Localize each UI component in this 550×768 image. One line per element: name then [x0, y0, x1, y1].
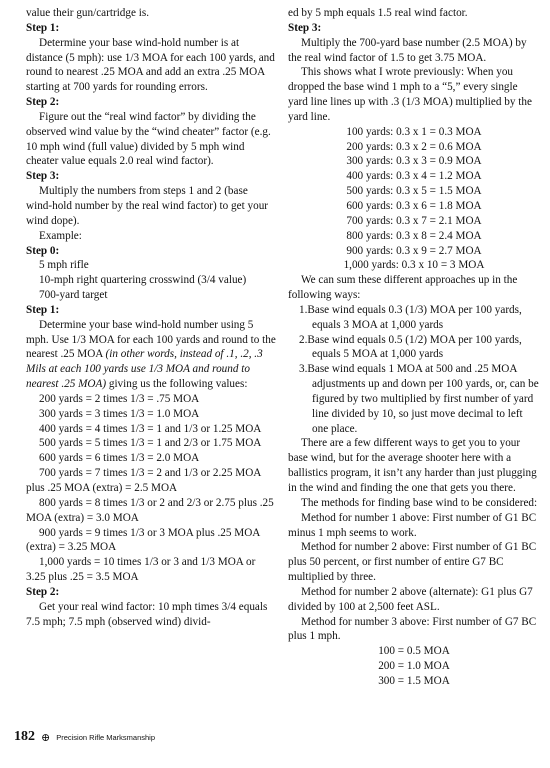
crosshair-icon: ⊕ [41, 731, 51, 744]
paragraph [26, 36, 276, 95]
text-run: 1,000 yards = 10 times 1/3 or 3 and 1/3 MOA or 3.25 plus .25 = 3.5 MOA [26, 556, 256, 584]
right-text-column [288, 6, 540, 689]
running-title: Precision Rifle Marksmanship [56, 732, 156, 742]
step-heading [288, 21, 540, 36]
step-heading [26, 21, 276, 36]
text-run: Step 2: [26, 585, 60, 598]
paragraph [26, 466, 276, 496]
text-run: 500 yards = 5 times 1/3 = 1 and 2/3 or 1.75 MOA [39, 437, 262, 450]
step-heading [26, 244, 276, 259]
page-footer [14, 728, 155, 746]
paragraph [288, 436, 540, 495]
paragraph [26, 288, 276, 303]
text-run: Step 1: [26, 303, 60, 316]
calc-line [288, 199, 540, 214]
text-run: Step 1: [26, 21, 60, 34]
paragraph [288, 6, 540, 21]
calc-line [288, 244, 540, 259]
paragraph [26, 555, 276, 585]
paragraph [288, 273, 540, 303]
text-run: value their gun/cartridge is. [26, 7, 150, 19]
text-run: Step 3: [288, 21, 322, 34]
text-run: Multiply the numbers from steps 1 and 2 (base wind-hold number by the real wind factor) to get your wind dope). [26, 185, 269, 227]
text-run: 800 yards = 8 times 1/3 or 2 and 2/3 or 2.75 plus .25 MOA (extra) = 3.0 MOA [26, 496, 274, 524]
text-run: 700 yards: 0.3 x 7 = 2.1 MOA [346, 214, 482, 227]
text-run: 200 yards = 2 times 1/3 = .75 MOA [39, 392, 200, 405]
text-run: 100 = 0.5 MOA [378, 645, 450, 658]
text-run: Example: [39, 229, 82, 242]
text-run: 10-mph right quartering crosswind (3/4 value) [39, 274, 247, 287]
text-run: 300 yards: 0.3 x 3 = 0.9 MOA [346, 155, 482, 168]
paragraph [26, 436, 276, 451]
text-run: 200 = 1.0 MOA [378, 660, 450, 673]
paragraph [26, 407, 276, 422]
text-run: 5 mph rifle [39, 259, 89, 272]
paragraph [288, 585, 540, 615]
text-run: 2.Base wind equals 0.5 (1/2) MOA per 100 yards, equals 5 MOA at 1,000 yards [299, 333, 522, 361]
text-run: 600 yards = 6 times 1/3 = 2.0 MOA [39, 452, 200, 465]
paragraph [288, 36, 540, 66]
calc-line [288, 184, 540, 199]
paragraph [26, 496, 276, 526]
text-run: giving us the following values: [106, 378, 248, 391]
text-run: 200 yards: 0.3 x 2 = 0.6 MOA [346, 140, 482, 153]
text-run: Step 2: [26, 96, 60, 109]
paragraph [288, 615, 540, 645]
left-text-column [26, 6, 276, 629]
paragraph [288, 511, 540, 541]
text-run: 700-yard target [39, 289, 108, 302]
list-item [288, 303, 540, 333]
text-run: 100 yards: 0.3 x 1 = 0.3 MOA [346, 125, 482, 138]
text-run: 300 = 1.5 MOA [378, 674, 450, 687]
paragraph [26, 451, 276, 466]
text-run: 800 yards: 0.3 x 8 = 2.4 MOA [346, 229, 482, 242]
text-run: 1.Base wind equals 0.3 (1/3) MOA per 100 yards, equals 3 MOA at 1,000 yards [299, 303, 522, 331]
calc-line [288, 659, 540, 674]
text-run: Determine your base wind-hold number using 5 mph. Use 1/3 MOA for each 100 yards and round to the nearest .25 MOA [26, 318, 276, 361]
paragraph [26, 6, 276, 21]
step-heading [26, 95, 276, 110]
text-run: Determine your base wind-hold number is at distance (5 mph): use 1/3 MOA for each 100 yards, and round to nearest .25 MOA and add an extra .25 MOA starting at 700 yards for rounding errors. [26, 36, 275, 94]
text-run: 3.Base wind equals 1 MOA at 500 and .25 MOA adjustments up and down per 100 yards, or, can be figured by two multiplied by first number of yard line divided by 10, so just move decimal to left one place. [299, 363, 539, 435]
text-run: Step 3: [26, 170, 60, 183]
text-run: ed by 5 mph equals 1.5 real wind factor. [288, 7, 468, 19]
text-run: Step 0: [26, 244, 60, 257]
step-heading [26, 303, 276, 318]
page-number: 182 [14, 729, 35, 744]
text-run: 900 yards: 0.3 x 9 = 2.7 MOA [346, 244, 482, 257]
text-run: This shows what I wrote previously: When you dropped the base wind 1 mph to a “5,” every single yard line lines up with .3 (1/3 MOA) multiplied by the yard line. [288, 66, 532, 123]
paragraph [26, 526, 276, 556]
text-run: Figure out the “real wind factor” by dividing the observed wind value by the “wind cheater” factor (e.g. 10 mph wind (full value) divided by 5 mph wind cheater value equals 2.0 real wind factor). [26, 110, 271, 168]
paragraph [26, 422, 276, 437]
paragraph [26, 258, 276, 273]
text-run: 500 yards: 0.3 x 5 = 1.5 MOA [346, 185, 482, 198]
calc-line [288, 140, 540, 155]
paragraph [26, 318, 276, 392]
text-run: 700 yards = 7 times 1/3 = 2 and 1/3 or 2.25 MOA plus .25 MOA (extra) = 2.5 MOA [26, 467, 261, 494]
paragraph [288, 496, 540, 511]
calc-line [288, 258, 540, 273]
list-item [288, 333, 540, 363]
calc-line [288, 154, 540, 169]
text-run: Method for number 1 above: First number of G1 BC minus 1 mph seems to work. [288, 511, 537, 539]
step-heading [26, 585, 276, 600]
text-run: There are a few different ways to get you to your base wind, but for the average shooter here with a ballistics program, it isn’t any harder than just plugging in the wind and finding the one that gets you there. [288, 437, 537, 494]
text-run: Method for number 3 above: First number of G7 BC plus 1 mph. [288, 615, 537, 643]
text-run: We can sum these different approaches up in the following ways: [288, 274, 518, 302]
paragraph [26, 392, 276, 407]
calc-line [288, 125, 540, 140]
text-run: 600 yards: 0.3 x 6 = 1.8 MOA [346, 199, 482, 212]
list-item [288, 362, 540, 436]
text-run: Method for number 2 above: First number of G1 BC plus 50 percent, or first number of entire G7 BC multiplied by three. [288, 541, 537, 584]
calc-line [288, 214, 540, 229]
text-run: Method for number 2 above (alternate): G1 plus G7 divided by 100 at 2,500 feet ASL. [288, 585, 533, 613]
italic-phrase: (in other words, instead of .1, .2, .3 Mils at each 100 yards use 1/3 MOA and round to nearest .25 MOA) [26, 348, 263, 391]
text-run: 400 yards = 4 times 1/3 = 1 and 1/3 or 1.25 MOA [39, 422, 262, 435]
paragraph [26, 229, 276, 244]
text-run: Multiply the 700-yard base number (2.5 MOA) by the real wind factor of 1.5 to get 3.75 MOA. [288, 36, 527, 64]
calc-line [288, 169, 540, 184]
text-run: The methods for finding base wind to be considered: [301, 496, 538, 509]
paragraph [26, 273, 276, 288]
text-run: 900 yards = 9 times 1/3 or 3 MOA plus .25 MOA (extra) = 3.25 MOA [26, 526, 260, 554]
paragraph [26, 600, 276, 630]
text-run: Get your real wind factor: 10 mph times 3/4 equals 7.5 mph; 7.5 mph (observed wind) divid- [26, 600, 268, 628]
paragraph [288, 65, 540, 124]
paragraph [288, 540, 540, 585]
text-run: 1,000 yards: 0.3 x 10 = 3 MOA [343, 259, 485, 272]
calc-line [288, 644, 540, 659]
paragraph [26, 184, 276, 229]
step-heading [26, 169, 276, 184]
calc-line [288, 229, 540, 244]
text-run: 300 yards = 3 times 1/3 = 1.0 MOA [39, 407, 200, 420]
calc-line [288, 674, 540, 689]
text-run: 400 yards: 0.3 x 4 = 1.2 MOA [346, 170, 482, 183]
paragraph [26, 110, 276, 169]
